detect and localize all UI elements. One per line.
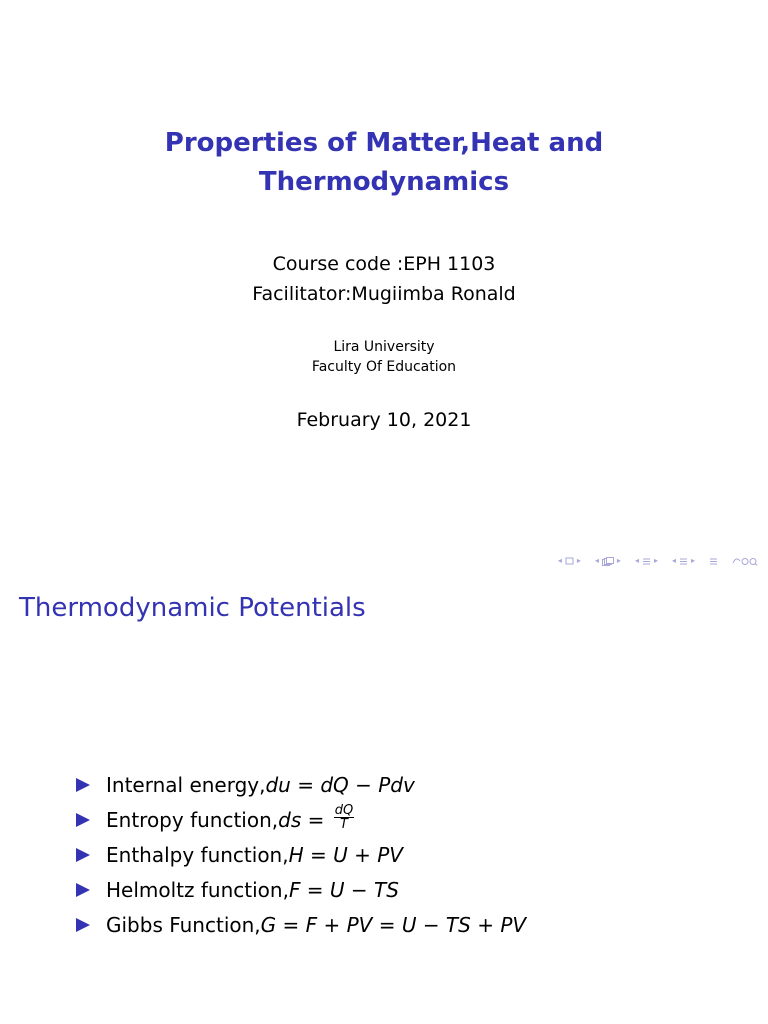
nav-right-arrow-icon[interactable]: ▸ bbox=[690, 556, 695, 565]
fraction bbox=[334, 804, 354, 831]
fraction-denominator: T bbox=[339, 817, 348, 832]
bullet-triangle-icon bbox=[76, 848, 90, 862]
beamer-navigation-bar bbox=[558, 556, 758, 566]
facilitator: Facilitator:Mugiimba Ronald bbox=[252, 283, 516, 305]
item-expression: ds = bbox=[278, 807, 331, 832]
item-label: Internal energy, bbox=[106, 772, 266, 797]
item-label: Helmoltz function, bbox=[106, 877, 289, 902]
list-item bbox=[76, 767, 526, 802]
search-loop-icon[interactable] bbox=[732, 557, 758, 566]
content-slide bbox=[0, 576, 768, 1024]
presentation-date: February 10, 2021 bbox=[296, 409, 472, 431]
frame-icon[interactable] bbox=[565, 557, 574, 565]
nav-left-arrow-icon[interactable]: ◂ bbox=[594, 556, 599, 565]
list-item bbox=[76, 837, 526, 872]
item-label: Entropy function, bbox=[106, 807, 279, 832]
nav-left-arrow-icon[interactable]: ◂ bbox=[634, 556, 639, 565]
course-code: Course code :EPH 1103 bbox=[272, 253, 496, 275]
frame-title: Thermodynamic Potentials bbox=[19, 593, 366, 623]
presentation-title bbox=[0, 124, 768, 202]
subsection-list-icon[interactable] bbox=[679, 557, 688, 566]
align-icon[interactable] bbox=[709, 557, 718, 566]
title-line-2: Thermodynamics bbox=[258, 167, 510, 197]
list-item bbox=[76, 802, 526, 837]
item-expression: G = F + PV = U − TS + PV bbox=[260, 912, 527, 937]
nav-left-arrow-icon[interactable]: ◂ bbox=[557, 556, 562, 565]
list-item bbox=[76, 907, 526, 942]
section-icon[interactable] bbox=[642, 557, 651, 566]
item-label: Enthalpy function, bbox=[106, 842, 289, 867]
potentials-list bbox=[76, 767, 526, 942]
nav-left-arrow-icon[interactable]: ◂ bbox=[671, 556, 676, 565]
bullet-triangle-icon bbox=[76, 883, 90, 897]
item-label: Gibbs Function, bbox=[106, 912, 261, 937]
list-item bbox=[76, 872, 526, 907]
item-expression: du = dQ − Pdv bbox=[265, 772, 415, 797]
item-expression: H = U + PV bbox=[288, 842, 403, 867]
nav-right-arrow-icon[interactable]: ▸ bbox=[616, 556, 621, 565]
title-line-1: Properties of Matter,Heat and bbox=[164, 128, 604, 158]
fraction-numerator: dQ bbox=[334, 803, 354, 818]
item-expression: F = U − TS bbox=[288, 877, 399, 902]
bullet-triangle-icon bbox=[76, 813, 90, 827]
nav-right-arrow-icon[interactable]: ▸ bbox=[576, 556, 581, 565]
faculty: Faculty Of Education bbox=[311, 359, 457, 375]
subsection-icon[interactable] bbox=[602, 557, 614, 566]
bullet-triangle-icon bbox=[76, 778, 90, 792]
nav-right-arrow-icon[interactable]: ▸ bbox=[653, 556, 658, 565]
university: Lira University bbox=[333, 339, 435, 355]
bullet-triangle-icon bbox=[76, 918, 90, 932]
